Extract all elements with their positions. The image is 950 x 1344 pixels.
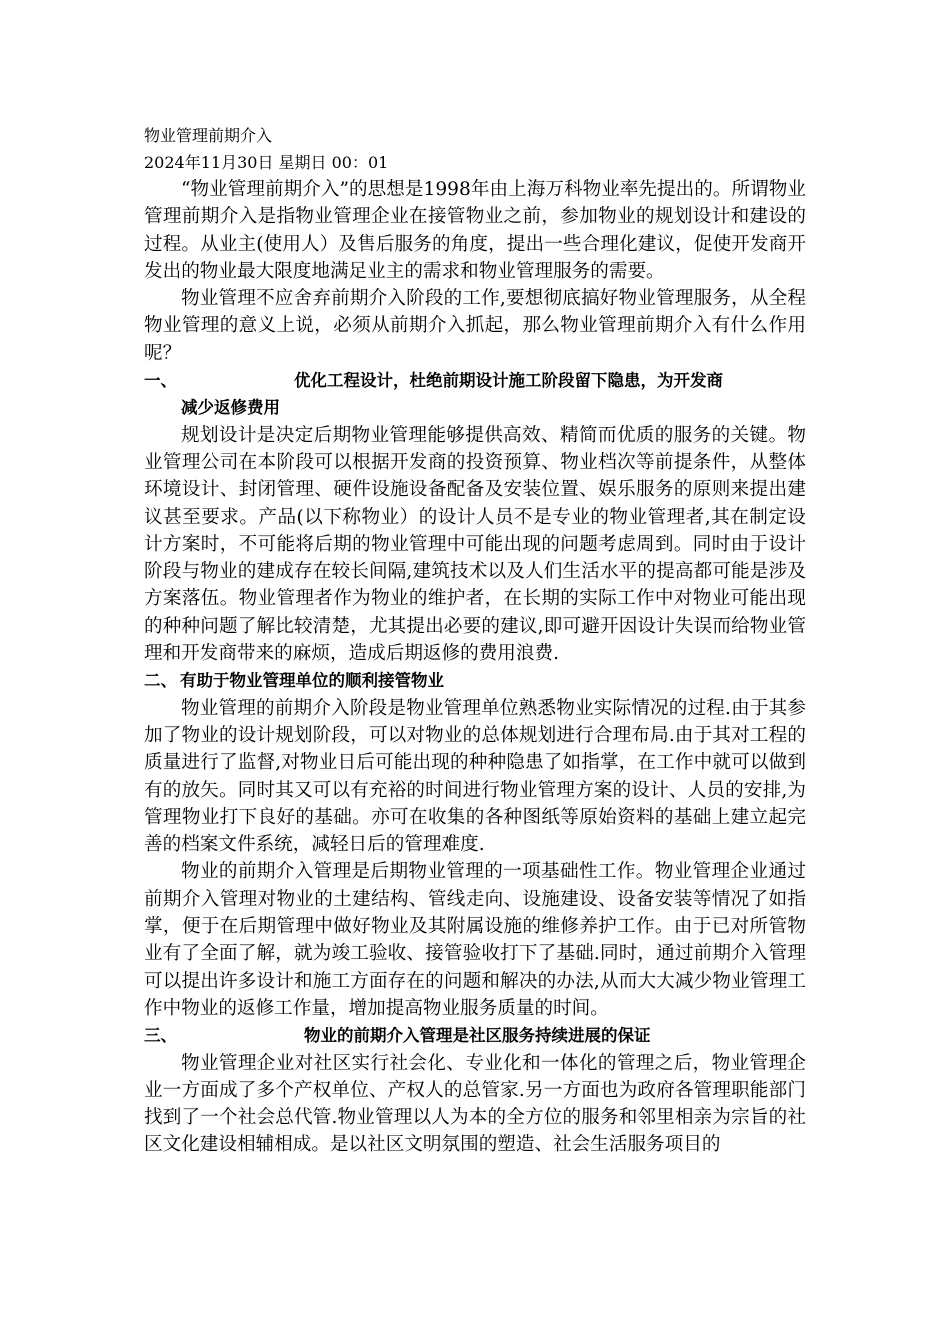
section-heading-2 (144, 667, 806, 694)
section-2-paragraph-1: 物业管理的前期介入阶段是物业管理单位熟悉物业实际情况的过程.由于其参加了物业的设计规划阶段，可以对物业的总体规划进行合理布局.由于其对工程的质量进行了监督,对物业日后可能出现的种种隐患了如指掌，在工作中就可以做到有的放矢。同时其又可以有充裕的时间进行物业管理方案的设计、人员的安排,为管理物业打下良好的基础。亦可在收集的各种图纸等原始资料的基础上建立起完善的档案文件系统，减轻日后的管理难度. (144, 697, 806, 856)
intro-paragraph-1: “物业管理前期介入”的思想是1998年由上海万科物业率先提出的。所谓物业管理前期介入是指物业管理企业在接管物业之前，参加物业的规划设计和建设的过程。从业主(使用人）及售后服务的角度，提出一些合理化建议，促使开发商开发出的物业最大限度地满足业主的需求和物业管理服务的需要。 (144, 179, 806, 282)
section-heading-1-line-2: 减少返修费用 (181, 398, 280, 418)
section-heading-2-text: 有助于物业管理单位的顺利接管物业 (180, 671, 444, 691)
section-number-3: 三、 (144, 1026, 177, 1046)
section-number-1: 一、 (144, 371, 177, 391)
section-number-2: 二、 (144, 671, 177, 691)
section-1-paragraph-1: 规划设计是决定后期物业管理能够提供高效、精简而优质的服务的关键。物业管理公司在本阶段可以根据开发商的投资预算、物业档次等前提条件，从整体环境设计、封闭管理、硬件设施设备配备及安装位置、娱乐服务的原则来提出建议甚至要求。产品(以下称物业）的设计人员不是专业的物业管理者,其在制定设计方案时，不可能将后期的物业管理中可能出现的问题考虑周到。同时由于设计阶段与物业的建成存在较长间隔,建筑技术以及人们生活水平的提高都可能是涉及方案落伍。物业管理者作为物业的维护者，在长期的实际工作中对物业可能出现的种种问题了解比较清楚，尤其提出必要的建议,即可避开因设计失误而给物业管理和开发商带来的麻烦，造成后期返修的费用浪费. (144, 424, 806, 665)
section-heading-3 (144, 1022, 806, 1049)
intro-paragraph-2: 物业管理不应舍弃前期介入阶段的工作,要想彻底搞好物业管理服务，从全程物业管理的意义上说，必须从前期介入抓起，那么物业管理前期介入有什么作用呢？ (144, 288, 806, 364)
document-page (144, 122, 806, 1159)
section-3-paragraph-1: 物业管理企业对社区实行社会化、专业化和一体化的管理之后，物业管理企业一方面成了多个产权单位、产权人的总管家.另一方面也为政府各管理职能部门找到了一个社会总代管.物业管理以人为本的全方位的服务和邻里相亲为宗旨的社区文化建设相辅相成。是以社区文明氛围的塑造、社会生活服务项目的 (144, 1052, 806, 1156)
section-2-paragraph-2: 物业的前期介入管理是后期物业管理的一项基础性工作。物业管理企业通过前期介入管理对物业的土建结构、管线走向、设施建设、设备安装等情况了如指掌，便于在后期管理中做好物业及其附属设施的维修养护工作。由于已对所管物业有了全面了解，就为竣工验收、接管验收打下了基础.同时，通过前期介入管理可以提出许多设计和施工方面存在的问题和解决的办法,从而大大减少物业管理工作中物业的返修工作量，增加提高物业服务质量的时间。 (144, 861, 806, 1019)
section-heading-3-text: 物业的前期介入管理是社区服务持续进展的保证 (304, 1026, 651, 1046)
document-date: 2024年11月30日 星期日 00：01 (144, 153, 389, 172)
section-heading-1 (144, 367, 806, 422)
section-heading-1-line-1: 优化工程设计，杜绝前期设计施工阶段留下隐患，为开发商 (294, 371, 723, 391)
document-title: 物业管理前期介入 (144, 126, 273, 145)
